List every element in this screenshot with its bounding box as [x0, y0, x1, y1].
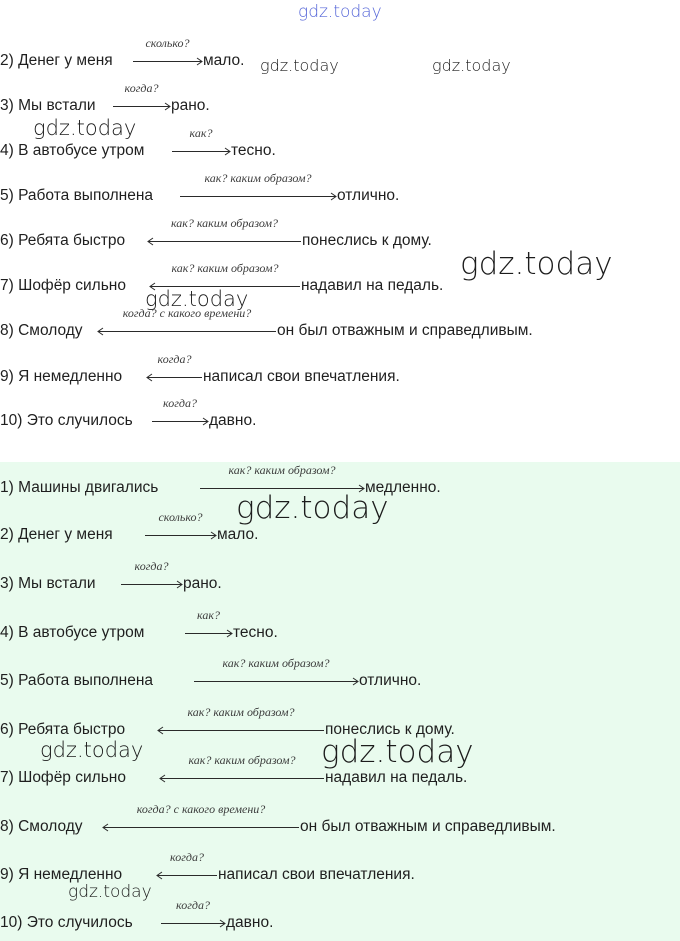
question-label: как? каким образом?: [187, 705, 295, 719]
sentence-left-part: В автобусе утром: [18, 624, 145, 641]
question-label: когда?: [157, 352, 192, 366]
arrow-right-icon: [194, 656, 358, 692]
sentence-start: [0, 275, 126, 297]
sentence-right-part: надавил на педаль.: [325, 769, 468, 786]
item-number: 6): [0, 721, 14, 738]
question-label: когда?: [163, 396, 197, 410]
sentence-left-part: Мы встали: [18, 97, 96, 114]
sentence-line: [0, 656, 680, 692]
item-number: 5): [0, 672, 14, 689]
sentence-right-part: он был отважным и справедливым.: [277, 322, 533, 339]
sentence-left-part: Работа выполнена: [18, 187, 154, 204]
watermark: gdz.today: [68, 882, 152, 902]
sentence-right-part: давно.: [209, 412, 257, 429]
sentence-right-part: понеслись к дому.: [302, 232, 432, 249]
sentence-line: [0, 36, 680, 72]
watermark: gdz.today: [236, 490, 389, 526]
watermark: gdz.today: [432, 56, 511, 75]
sentence-right-part: отлично.: [337, 187, 400, 204]
arrow-right-icon: [133, 36, 202, 72]
question-label: когда? с какого времени?: [122, 306, 252, 320]
sentence-left-part: В автобусе утром: [18, 142, 145, 159]
question-label: как?: [189, 126, 213, 140]
arrow-left-icon: [157, 850, 217, 886]
arrow-left-icon: [147, 352, 202, 388]
item-number: 2): [0, 526, 14, 543]
sentence-left-part: Денег у меня: [18, 52, 113, 69]
sentence-start: [0, 185, 153, 207]
arrow-right-icon: [121, 559, 182, 595]
sentence-right-part: мало.: [217, 526, 259, 543]
sentence-left-part: Денег у меня: [18, 526, 113, 543]
sentence-line: [0, 171, 680, 207]
watermark: gdz.today: [260, 56, 339, 75]
arrow-left-icon: [98, 306, 276, 342]
question-label: как? каким образом?: [171, 261, 279, 275]
sentence-start: [0, 320, 83, 342]
sentence-line: [0, 802, 680, 838]
question-label: когда?: [134, 559, 169, 573]
sentence-start: [0, 816, 83, 838]
sentence-start: [0, 912, 133, 934]
question-label: как?: [197, 608, 220, 622]
sentence-left-part: Работа выполнена: [18, 672, 154, 689]
sentence-line: [0, 608, 680, 644]
question-label: когда?: [124, 81, 159, 95]
item-number: 9): [0, 368, 14, 385]
sentence-start: [0, 410, 133, 432]
question-label: как? каким образом?: [170, 216, 279, 230]
sentence-start: [0, 366, 122, 388]
arrow-left-icon: [158, 705, 324, 741]
sentence-left-part: Мы встали: [18, 575, 96, 592]
question-label: когда? с какого времени?: [136, 802, 266, 816]
item-number: 3): [0, 97, 14, 114]
sentence-line: [0, 81, 680, 117]
arrow-right-icon: [145, 510, 216, 546]
watermark: gdz.today: [33, 116, 137, 140]
sentence-left-part: Смолоду: [18, 818, 83, 835]
sentence-start: [0, 524, 113, 546]
sentence-left-part: Машины двигались: [18, 479, 159, 496]
arrow-left-icon: [103, 802, 299, 838]
sentence-left-part: Ребята быстро: [18, 721, 126, 738]
sentence-left-part: Шофёр сильно: [18, 769, 126, 786]
arrow-right-icon: [161, 898, 225, 934]
watermark: gdz.today: [40, 738, 144, 762]
sentence-left-part: Ребята быстро: [18, 232, 126, 249]
item-number: 10): [0, 914, 23, 931]
question-label: как? каким образом?: [222, 656, 330, 670]
sentence-right-part: рано.: [171, 97, 210, 114]
sentence-right-part: понеслись к дому.: [325, 721, 455, 738]
sentence-start: [0, 140, 144, 162]
item-number: 3): [0, 575, 14, 592]
sentence-start: [0, 622, 144, 644]
sentence-start: [0, 230, 125, 252]
item-number: 4): [0, 142, 14, 159]
arrow-right-icon: [113, 81, 170, 117]
item-number: 2): [0, 52, 14, 69]
item-number: 5): [0, 187, 14, 204]
sentence-right-part: отлично.: [359, 672, 422, 689]
arrow-left-icon: [148, 216, 301, 252]
question-label: как? каким образом?: [188, 753, 296, 767]
watermark: gdz.today: [145, 287, 249, 311]
sentence-start: [0, 50, 113, 72]
sentence-right-part: мало.: [203, 52, 245, 69]
sentence-left-part: Это случилось: [26, 412, 133, 429]
arrow-left-icon: [160, 753, 324, 789]
sentence-line: [0, 306, 680, 342]
sentence-start: [0, 477, 158, 499]
question-label: когда?: [170, 850, 204, 864]
sentence-right-part: медленно.: [365, 479, 441, 496]
item-number: 8): [0, 818, 14, 835]
question-label: когда?: [176, 898, 210, 912]
sentence-right-part: надавил на педаль.: [301, 277, 444, 294]
sentence-right-part: написал свои впечатления.: [203, 368, 400, 385]
sentence-left-part: Я немедленно: [18, 368, 123, 385]
question-label: сколько?: [145, 36, 190, 50]
sentence-right-part: он был отважным и справедливым.: [300, 818, 556, 835]
question-label: сколько?: [158, 510, 203, 524]
watermark: gdz.today: [460, 246, 613, 282]
sentence-start: [0, 573, 96, 595]
item-number: 7): [0, 769, 14, 786]
sentence-line: [0, 510, 680, 546]
item-number: 7): [0, 277, 14, 294]
question-label: как? каким образом?: [228, 463, 336, 477]
item-number: 6): [0, 232, 14, 249]
arrow-right-icon: [185, 608, 232, 644]
sentence-start: [0, 767, 126, 789]
question-label: как? каким образом?: [204, 171, 312, 185]
watermark: gdz.today: [321, 734, 474, 770]
sentence-line: [0, 396, 680, 432]
item-number: 10): [0, 412, 23, 429]
sentence-line: [0, 753, 680, 789]
item-number: 8): [0, 322, 14, 339]
sentence-right-part: рано.: [183, 575, 222, 592]
arrow-right-icon: [180, 171, 336, 207]
sentence-left-part: Шофёр сильно: [18, 277, 126, 294]
item-number: 4): [0, 624, 14, 641]
sentence-right-part: давно.: [226, 914, 274, 931]
arrow-right-icon: [172, 126, 230, 162]
item-number: 1): [0, 479, 14, 496]
sentence-left-part: Я немедленно: [18, 866, 123, 883]
sentence-right-part: тесно.: [233, 624, 278, 641]
arrow-right-icon: [152, 396, 208, 432]
sentence-left-part: Смолоду: [18, 322, 83, 339]
sentence-start: [0, 95, 96, 117]
sentence-line: [0, 352, 680, 388]
sentence-left-part: Это случилось: [26, 914, 133, 931]
sentence-start: [0, 670, 153, 692]
sentence-line: [0, 559, 680, 595]
sentence-right-part: тесно.: [231, 142, 276, 159]
sentence-right-part: написал свои впечатления.: [218, 866, 415, 883]
sentence-line: [0, 898, 680, 934]
item-number: 9): [0, 866, 14, 883]
watermark: gdz.today: [298, 2, 382, 22]
